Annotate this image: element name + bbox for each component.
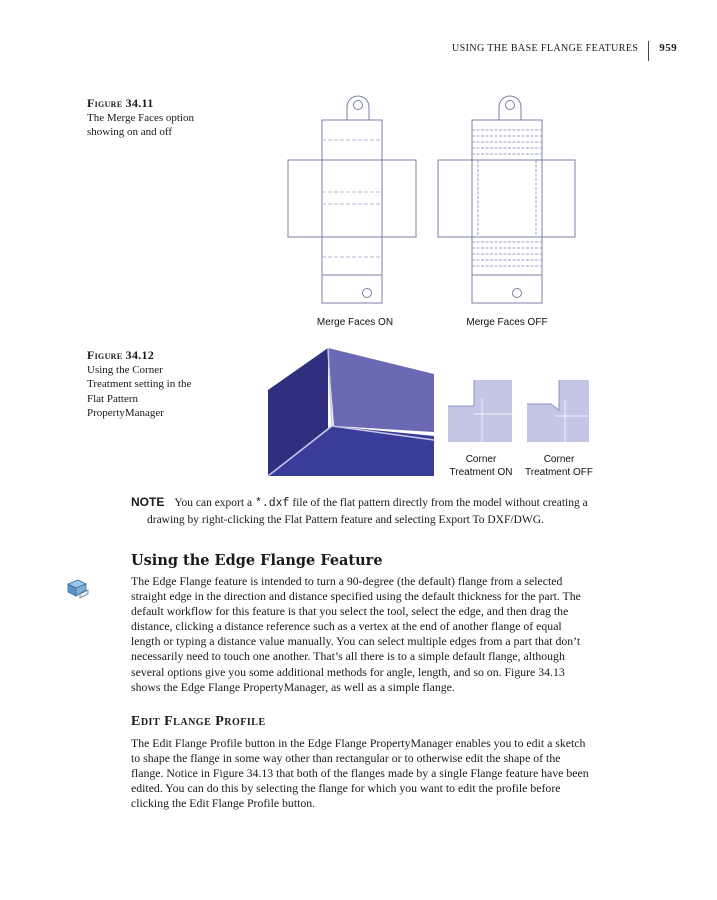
merge-faces-off-label: Merge Faces OFF [466,317,548,328]
note-text: drawing by right-clicking the Flat Pattern feature and selecting Export To DXF/DWG. [147,514,544,526]
paragraph-line: default workflow for this feature is that you select the tool, select the edge, and then drag the [131,604,569,619]
paragraph-line: to shape the flange in some way other than rectangular or to otherwise edit the shape of the [131,751,561,766]
figure-34-11-caption [87,96,212,140]
header-title: USING THE BASE FLANGE FEATURES [452,43,639,54]
label-line: Corner [465,454,497,465]
paragraph-line: The Edit Flange Profile button in the Edge Flange PropertyManager enables you to edit a sketch [131,736,586,750]
corner-treatment-off-label [518,453,600,479]
corner-treatment-off-image [527,380,589,442]
note-text: file of the flat pattern directly from the model without creating a [289,497,588,509]
paragraph-line: necessarily need to touch one another. That’s all there is to a simple default flange, although [131,649,565,664]
label-line: Treatment ON [449,467,513,478]
note-text: You can export a [174,497,255,509]
section-heading: Using the Edge Flange Feature [131,552,383,569]
label-line: Treatment OFF [525,467,593,478]
paragraph-line: several options give you some additional methods for angle, length, and so on. Figure 34.13 [131,664,565,679]
label-line: Corner [543,454,575,465]
paragraph-line: straight edge in the direction and distance specified using the default thickness for the part. The [131,589,581,604]
paragraph-line: edited. You can do this by selecting the flange for which you want to edit the profile before [131,781,561,796]
running-header [452,41,677,63]
merge-faces-figure [280,92,580,307]
caption-line: Flat Pattern [87,392,139,405]
paragraph-line: The Edge Flange feature is intended to turn a 90-degree (the default) flange from a selected [131,574,563,588]
flat-pattern-merge-on [288,96,416,303]
subsection-paragraph [131,736,651,811]
paragraph-line: length or typing a distance value manually. You can select multiple edges from a part that don’t [131,634,581,649]
figure-34-11-label: Figure 34.11 [87,96,154,110]
figure-34-12-label: Figure 34.12 [87,348,155,362]
caption-line: Using the Corner [87,363,163,376]
paragraph-line: distance, clicking a distance reference such as a vertex at the end of another flange of equal [131,619,562,634]
corner-treatment-on-label [441,453,521,479]
figure-34-12-caption [87,348,212,421]
merge-faces-on-label: Merge Faces ON [316,317,394,328]
corner-3d-render [268,348,434,476]
page-number: 959 [659,42,677,54]
paragraph-line: clicking the Edit Flange Profile button. [131,796,316,811]
header-divider [648,41,649,61]
caption-line: showing on and off [87,126,173,138]
note-label: NOTE [131,495,165,509]
corner-treatment-on-image [448,380,512,442]
flat-pattern-merge-off [438,96,575,303]
caption-line: The Merge Faces option [87,111,195,124]
dxf-extension: *.dxf [254,497,290,510]
section-paragraph [131,574,651,695]
subsection-heading: Edit Flange Profile [131,714,266,729]
edge-flange-icon [66,578,90,600]
paragraph-line: flange. Notice in Figure 34.13 that both of the flanges made by a single Flange feature have been [131,766,589,781]
paragraph-line: shows the Edge Flange PropertyManager, as well as a simple flange. [131,679,455,694]
note-block [131,494,651,528]
caption-line: Treatment setting in the [87,378,192,390]
caption-line: PropertyManager [87,407,164,419]
